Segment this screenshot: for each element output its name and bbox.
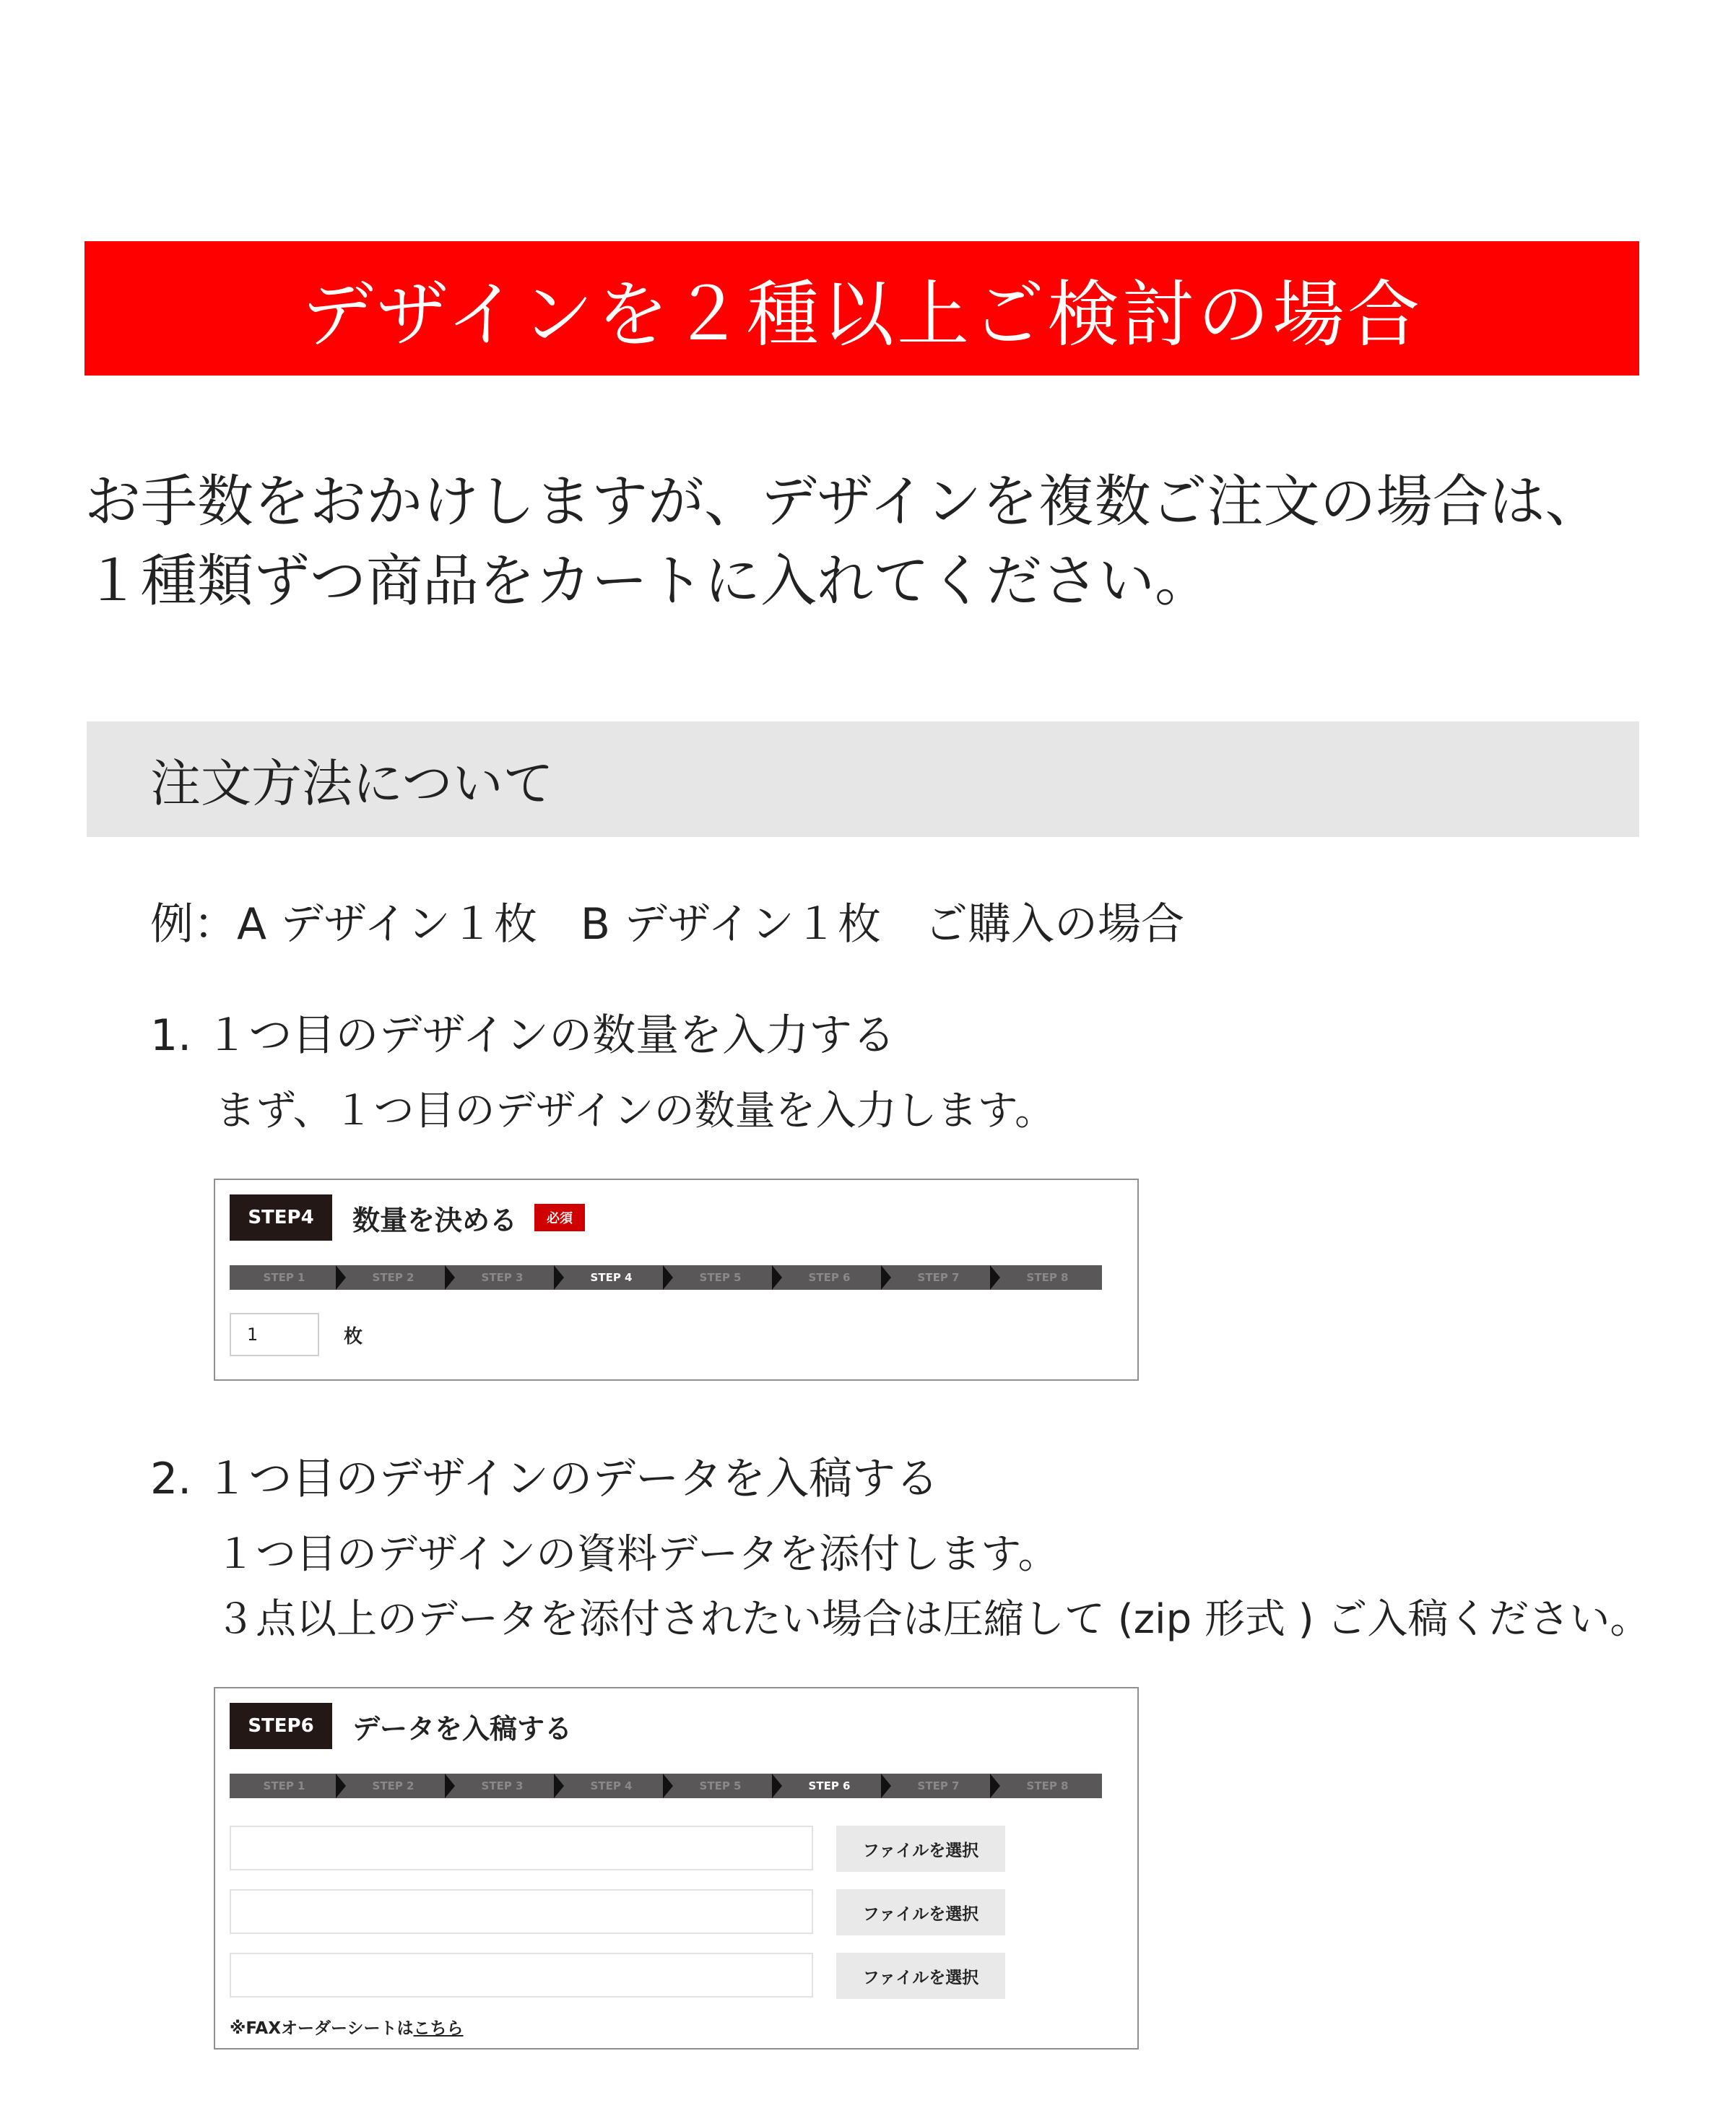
progress-step-1: [230, 1265, 339, 1290]
fax-note-text: ※FAXオーダーシートは: [230, 2019, 414, 2038]
progress-step-8: [993, 1265, 1102, 1290]
progress-step-7: [884, 1774, 993, 1798]
progress-step-label: STEP 1: [263, 1271, 305, 1284]
step-2-title: 2. １つ目のデザインのデータを入稿する: [150, 1454, 939, 1504]
upload-panel-screenshot: [214, 1687, 1139, 2050]
upload-panel-header: [230, 1703, 572, 1749]
progress-step-label: STEP 6: [808, 1779, 851, 1792]
choose-file-button-3[interactable]: ファイルを選択: [836, 1953, 1005, 1999]
progress-step-5: [666, 1265, 775, 1290]
step-progress-bar: [230, 1774, 1102, 1798]
progress-step-label: STEP 3: [481, 1271, 524, 1284]
progress-step-label: STEP 8: [1026, 1271, 1069, 1284]
fax-order-note: [230, 2015, 464, 2039]
progress-step-label: STEP 6: [808, 1271, 851, 1284]
section-header: [87, 721, 1639, 837]
file-path-field-2[interactable]: [230, 1889, 813, 1934]
progress-step-3: [448, 1774, 557, 1798]
progress-step-6: [775, 1774, 884, 1798]
progress-step-1: [230, 1774, 339, 1798]
step-1-title: 1. １つ目のデザインの数量を入力する: [150, 1010, 896, 1061]
lead-line-1: お手数をおかけしますが、デザインを複数ご注文の場合は、: [84, 469, 1602, 534]
quantity-unit: 枚: [344, 1326, 363, 1348]
progress-step-7: [884, 1265, 993, 1290]
progress-step-label: STEP 1: [263, 1779, 305, 1792]
quantity-panel-header: [230, 1194, 585, 1241]
lead-line-2: １種類ずつ商品をカートに入れてください。: [84, 549, 1212, 614]
progress-step-label: STEP 4: [590, 1779, 633, 1792]
step-progress-bar: [230, 1265, 1102, 1290]
progress-step-8: [993, 1774, 1102, 1798]
progress-step-4: [557, 1774, 666, 1798]
progress-step-5: [666, 1774, 775, 1798]
step-2-desc-2: ３点以上のデータを添付されたい場合は圧縮して (zip 形式 ) ご入稿ください。: [215, 1596, 1651, 1643]
progress-step-label: STEP 8: [1026, 1779, 1069, 1792]
order-example: 例：A デザイン１枚 B デザイン１枚 ご購入の場合: [150, 899, 1184, 950]
required-badge: 必須: [534, 1204, 585, 1231]
file-path-field-1[interactable]: [230, 1826, 813, 1870]
banner-title: デザインを２種以上ご検討の場合: [301, 272, 1423, 357]
upload-panel-title: データを入稿する: [352, 1712, 573, 1745]
progress-step-2: [339, 1774, 448, 1798]
progress-step-label: STEP 2: [372, 1271, 415, 1284]
fax-order-link[interactable]: こちら: [413, 2019, 464, 2038]
progress-step-3: [448, 1265, 557, 1290]
quantity-panel-screenshot: [214, 1179, 1139, 1381]
step-badge: STEP6: [230, 1703, 332, 1749]
page-banner: [84, 241, 1639, 376]
lead-notice: [84, 462, 1673, 621]
progress-step-4: [557, 1265, 666, 1290]
progress-step-label: STEP 5: [699, 1271, 742, 1284]
progress-step-2: [339, 1265, 448, 1290]
progress-step-label: STEP 7: [917, 1271, 960, 1284]
step-1-desc: まず、１つ目のデザインの数量を入力します。: [215, 1088, 1056, 1135]
choose-file-button-2[interactable]: ファイルを選択: [836, 1889, 1005, 1935]
quantity-input[interactable]: 1: [230, 1313, 319, 1356]
progress-step-label: STEP 4: [590, 1271, 633, 1284]
section-title: 注文方法について: [150, 753, 554, 813]
progress-step-label: STEP 5: [699, 1779, 742, 1792]
progress-step-label: STEP 7: [917, 1779, 960, 1792]
progress-step-label: STEP 2: [372, 1779, 415, 1792]
file-path-field-3[interactable]: [230, 1953, 813, 1998]
quantity-panel-title: 数量を決める: [352, 1204, 518, 1236]
progress-step-6: [775, 1265, 884, 1290]
step-badge: STEP4: [230, 1194, 332, 1241]
choose-file-button-1[interactable]: ファイルを選択: [836, 1826, 1005, 1872]
step-2-desc-1: １つ目のデザインの資料データを添付します。: [215, 1531, 1059, 1578]
progress-step-label: STEP 3: [481, 1779, 524, 1792]
